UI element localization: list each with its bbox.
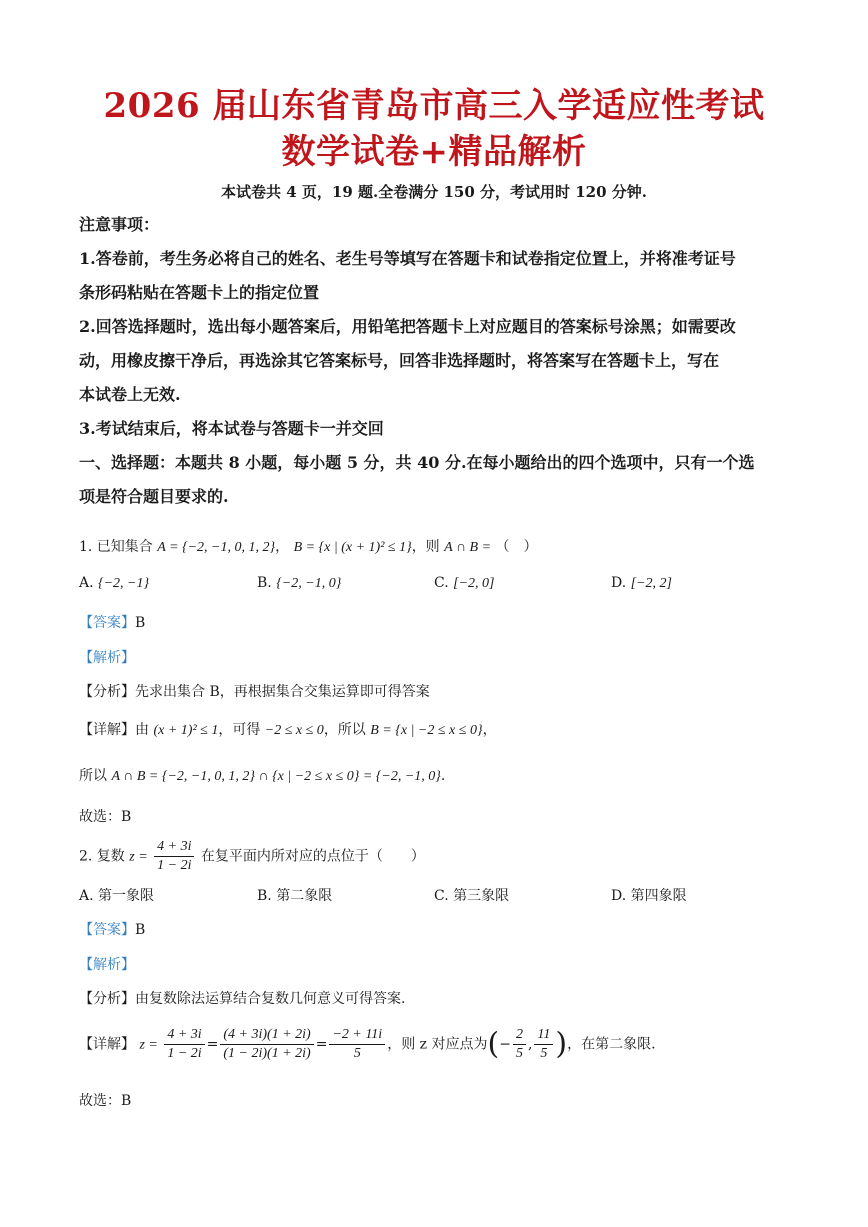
q1-option-b: B. {−2, −1, 0} — [257, 575, 342, 591]
notice-line: 条形码粘贴在答题卡上的指定位置 — [79, 283, 320, 302]
notice-line: 动，用橡皮擦干净后，再选涂其它答案标号，回答非选择题时，将答案写在答题卡上，写在 — [79, 351, 720, 370]
q1-set-a: A = {−2, −1, 0, 1, 2} — [157, 540, 276, 555]
exam-info: 本试卷共 4 页，19 题.全卷满分 150 分，考试用时 120 分钟. — [221, 183, 647, 201]
notice-heading: 注意事项： — [79, 215, 160, 234]
q1-answer: 【答案】B — [79, 615, 146, 631]
q1-set-b: B = {x | (x + 1)² ≤ 1} — [293, 540, 412, 555]
q2-answer: 【答案】B — [79, 922, 146, 938]
q2-option-a: A. 第一象限 — [79, 888, 155, 904]
notice-line: 1.答卷前，考生务必将自己的姓名、老生号等填写在答题卡和试卷指定位置上，并将准考证号 — [79, 249, 736, 268]
q2-detail: 【详解】 z = $\frac{4 + 3i}{1 - 2i}$ = $\frac{(4 + 3i)(1 + 2i)}{(1 - 2i)(1 + 2i)}$ = $\frac{-2 + 11i}{5}$ ，则 z 对应点为(− $\frac{2}{5}$ , $\frac{11}{5}$ )，在第二象限. — [79, 1026, 656, 1062]
q1-analysis-tag: 【解析】 — [79, 650, 135, 666]
q2-fenxi: 【分析】由复数除法运算结合复数几何意义可得答案. — [79, 991, 406, 1007]
section-heading: 一、选择题：本题共 8 小题，每小题 5 分，共 40 分.在每小题给出的四个选项中，只有一个选 — [79, 453, 755, 472]
question-2-stem: 2. 复数 z = $\frac{4 + 3i}{1 - 2i}$ 在复平面内所对应的点位于（ ） — [79, 839, 425, 873]
q1-detail-2: 所以 A ∩ B = {−2, −1, 0, 1, 2} ∩ {x | −2 ≤ x ≤ 0} = {−2, −1, 0}. — [79, 768, 446, 784]
q1-prefix: 1. 已知集合 — [79, 539, 153, 555]
q2-fraction: $\frac{4 + 3i}{1 - 2i}$ — [154, 838, 194, 875]
section-heading-cont: 项是符合题目要求的. — [79, 487, 229, 506]
q1-detail-1: 【详解】由 (x + 1)² ≤ 1，可得 −2 ≤ x ≤ 0，所以 B = {x | −2 ≤ x ≤ 0}， — [79, 722, 497, 738]
q2-option-b: B. 第二象限 — [257, 888, 333, 904]
notice-line: 3.考试结束后，将本试卷与答题卡一并交回 — [79, 419, 384, 438]
q1-choose: 故选：B — [79, 809, 132, 825]
q1-option-a: A. {−2, −1} — [79, 575, 150, 591]
q1-option-c: C. [−2, 0] — [434, 575, 495, 591]
notice-line: 2.回答选择题时，选出每小题答案后，用铅笔把答题卡上对应题目的答案标号涂黑；如需要改 — [79, 317, 736, 336]
notice-line: 本试卷上无效. — [79, 385, 181, 404]
q2-option-d: D. 第四象限 — [611, 888, 687, 904]
title-line-1: 2026 届山东省青岛市高三入学适应性考试 — [103, 86, 765, 126]
q1-option-d: D. [−2, 2] — [611, 575, 672, 591]
q1-fenxi: 【分析】先求出集合 B，再根据集合交集运算即可得答案 — [79, 684, 430, 700]
q1-comma: ， — [275, 539, 290, 555]
q2-option-c: C. 第三象限 — [434, 888, 510, 904]
q1-then: ，则 — [411, 539, 440, 555]
q2-choose: 故选：B — [79, 1093, 132, 1109]
q1-question: A ∩ B = — [444, 540, 492, 555]
title-line-2: 数学试卷+精品解析 — [281, 132, 587, 172]
q1-paren: （ ） — [495, 539, 538, 555]
q2-analysis-tag: 【解析】 — [79, 957, 135, 973]
question-1-stem — [79, 536, 538, 559]
